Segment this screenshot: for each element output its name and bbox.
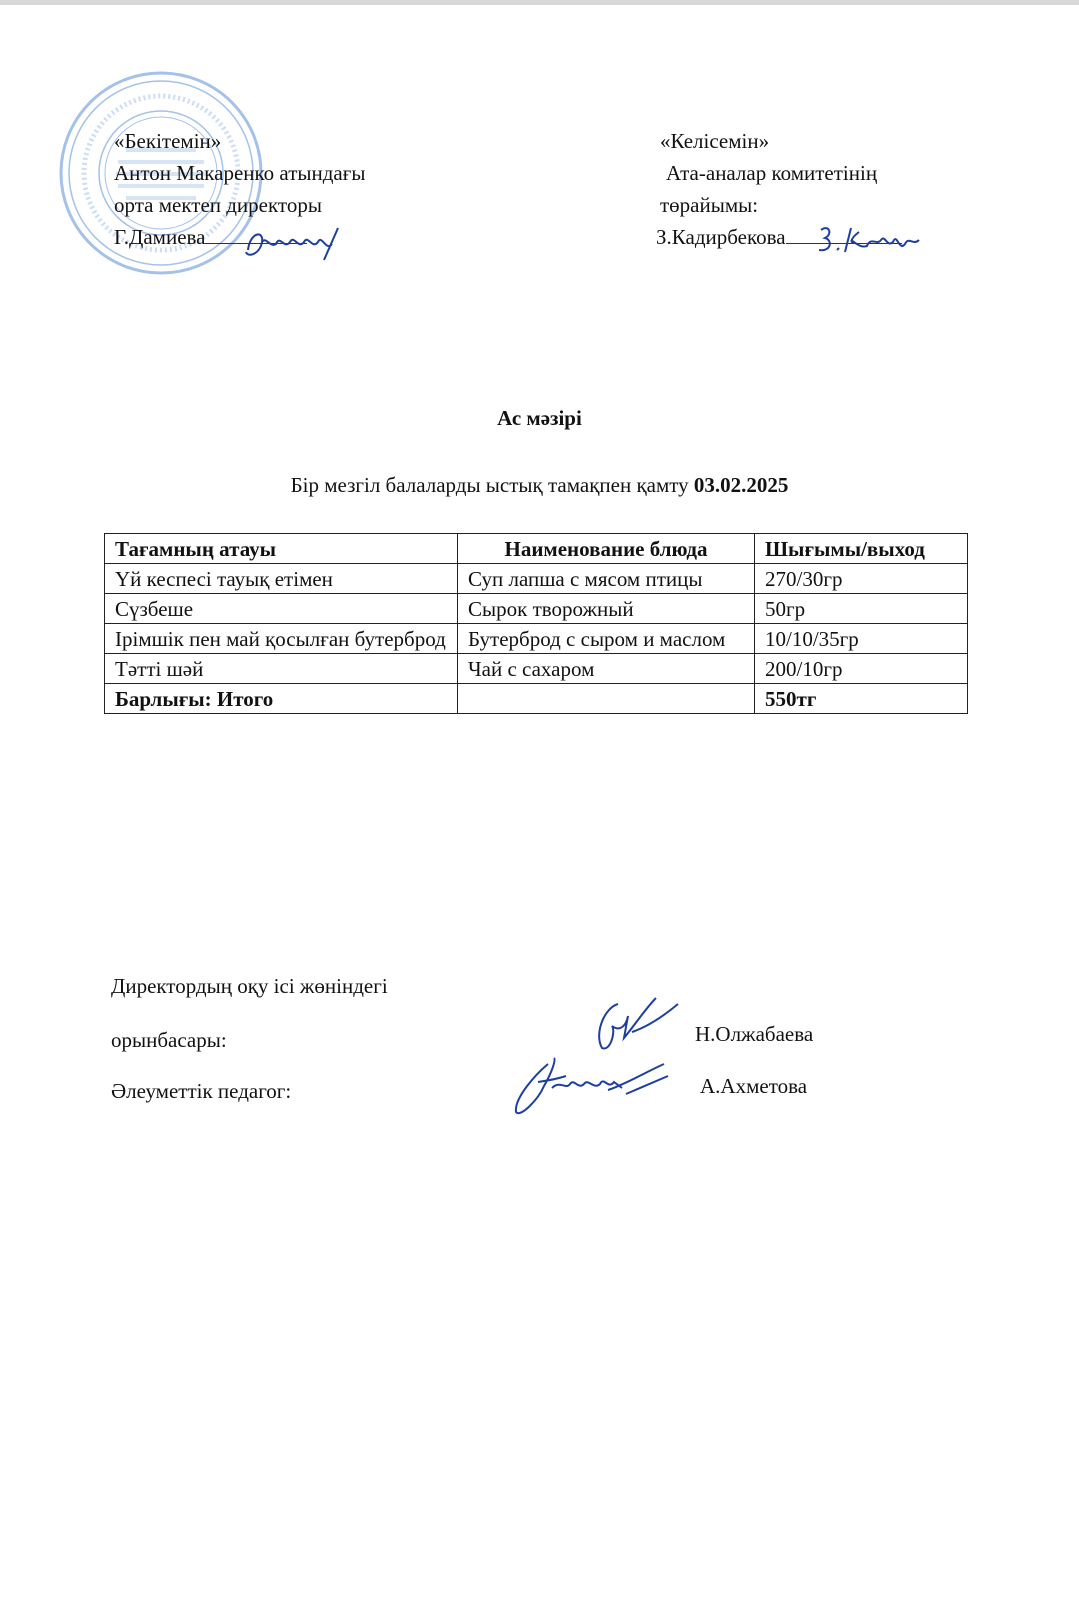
cell-russian-name: Чай с сахаром [458, 654, 755, 684]
cell-kazakh-name: Тәтті шәй [105, 654, 458, 684]
deputy-title-line-2: орынбасары: [111, 1028, 227, 1052]
document-title: Ас мәзірі [497, 406, 582, 430]
agreement-heading: «Келісемін» [660, 129, 770, 153]
table-row [105, 564, 968, 594]
subtitle-date: 03.02.2025 [693, 473, 789, 497]
table-row [105, 624, 968, 654]
table-header-row [105, 534, 968, 564]
cell-kazakh-name: Сүзбеше [105, 594, 458, 624]
document-subtitle [0, 473, 1079, 498]
approval-line-1: Антон Макаренко атындағы [114, 161, 366, 185]
total-empty-cell [458, 684, 755, 714]
table-row [105, 594, 968, 624]
director-signature [240, 222, 355, 264]
table-total-row [105, 684, 968, 714]
total-label: Барлығы: Итого [105, 684, 458, 714]
cell-kazakh-name: Үй кеспесі тауық етімен [105, 564, 458, 594]
social-pedagogue-signature [508, 1050, 678, 1120]
committee-chair-signature [815, 222, 935, 258]
deputy-signature [590, 992, 685, 1054]
total-value: 550тг [755, 684, 968, 714]
deputy-name: Н.Олжабаева [695, 1022, 814, 1046]
approval-heading: «Бекітемін» [114, 129, 222, 153]
cell-yield: 200/10гр [755, 654, 968, 684]
social-pedagogue-label: Әлеуметтік педагог: [111, 1079, 292, 1103]
approval-name: Г.Дамиева [114, 225, 206, 249]
scan-edge [0, 0, 1079, 5]
header-kazakh-name: Тағамның атауы [105, 534, 458, 564]
header-yield: Шығымы/выход [755, 534, 968, 564]
menu-table [104, 533, 968, 714]
cell-kazakh-name: Ірімшік пен май қосылған бутерброд [105, 624, 458, 654]
cell-russian-name: Бутерброд с сыром и маслом [458, 624, 755, 654]
approval-line-2: орта мектеп директоры [114, 193, 322, 217]
deputy-title-line-1: Директордың оқу ісі жөніндегі [111, 974, 388, 998]
cell-yield: 50гр [755, 594, 968, 624]
subtitle-text: Бір мезгіл балаларды ыстық тамақпен қамту [290, 473, 694, 497]
agreement-line-1: Ата-аналар комитетінің [666, 161, 878, 185]
cell-yield: 10/10/35гр [755, 624, 968, 654]
social-pedagogue-name: А.Ахметова [700, 1074, 808, 1098]
agreement-line-2: төрайымы: [660, 193, 759, 217]
header-russian-name: Наименование блюда [458, 534, 755, 564]
cell-russian-name: Суп лапша с мясом птицы [458, 564, 755, 594]
agreement-name: З.Кадирбекова [656, 225, 786, 249]
cell-russian-name: Сырок творожный [458, 594, 755, 624]
table-row [105, 654, 968, 684]
cell-yield: 270/30гр [755, 564, 968, 594]
